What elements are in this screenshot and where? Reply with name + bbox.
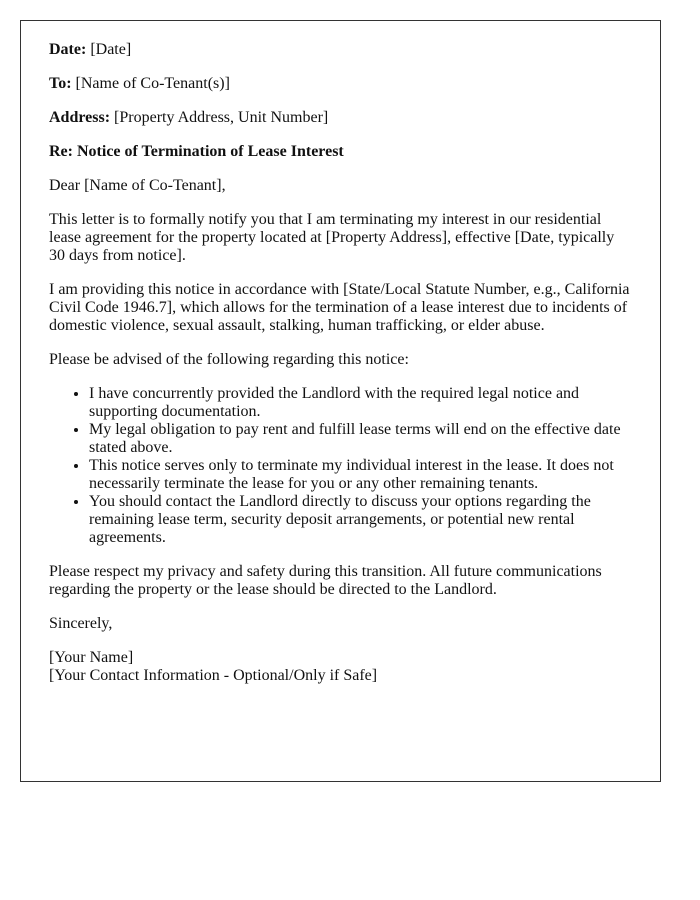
greeting: Dear [Name of Co-Tenant], [49,177,226,194]
body-paragraph-2: I am providing this notice in accordance with [State/Local Statute Number, e.g., California Civil Code 1946.7], which allows for the termination of a lease interest due to incidents of domestic violence, sexual assault, stalking, human trafficking, or elder abuse. [49,281,630,334]
signer-contact: [Your Contact Information - Optional/Only if Safe] [49,667,378,684]
date-line [49,41,632,59]
letter-container [20,20,661,782]
signature-block [49,649,632,685]
notice-list [49,385,632,547]
body-paragraph-3: Please respect my privacy and safety during this transition. All future communications regarding the property or the lease should be directed to the Landlord. [49,563,602,598]
to-label: To: [49,75,72,92]
date-label: Date: [49,41,87,58]
subject-line: Re: Notice of Termination of Lease Interest [49,143,344,160]
to-line [49,75,632,93]
list-item: • My legal obligation to pay rent and fulfill lease terms will end on the effective date stated above. [89,421,632,457]
list-item: • You should contact the Landlord directly to discuss your options regarding the remaining lease term, security deposit arrangements, or potential new rental agreements. [89,493,632,547]
valediction: Sincerely, [49,615,113,632]
body-paragraph-1: This letter is to formally notify you that I am terminating my interest in our residential lease agreement for the property located at [Property Address], effective [Date, typically 30 days from notice]. [49,211,615,264]
list-item: • This notice serves only to terminate my individual interest in the lease. It does not necessarily terminate the lease for you or any other remaining tenants. [89,457,632,493]
list-intro: Please be advised of the following regarding this notice: [49,351,409,368]
address-label: Address: [49,109,111,126]
address-value: [Property Address, Unit Number] [114,109,329,126]
address-line [49,109,632,127]
list-item: • I have concurrently provided the Landlord with the required legal notice and supporting documentation. [89,385,632,421]
date-value: [Date] [90,41,132,58]
to-value: [Name of Co-Tenant(s)] [75,75,230,92]
signer-name: [Your Name] [49,649,134,666]
